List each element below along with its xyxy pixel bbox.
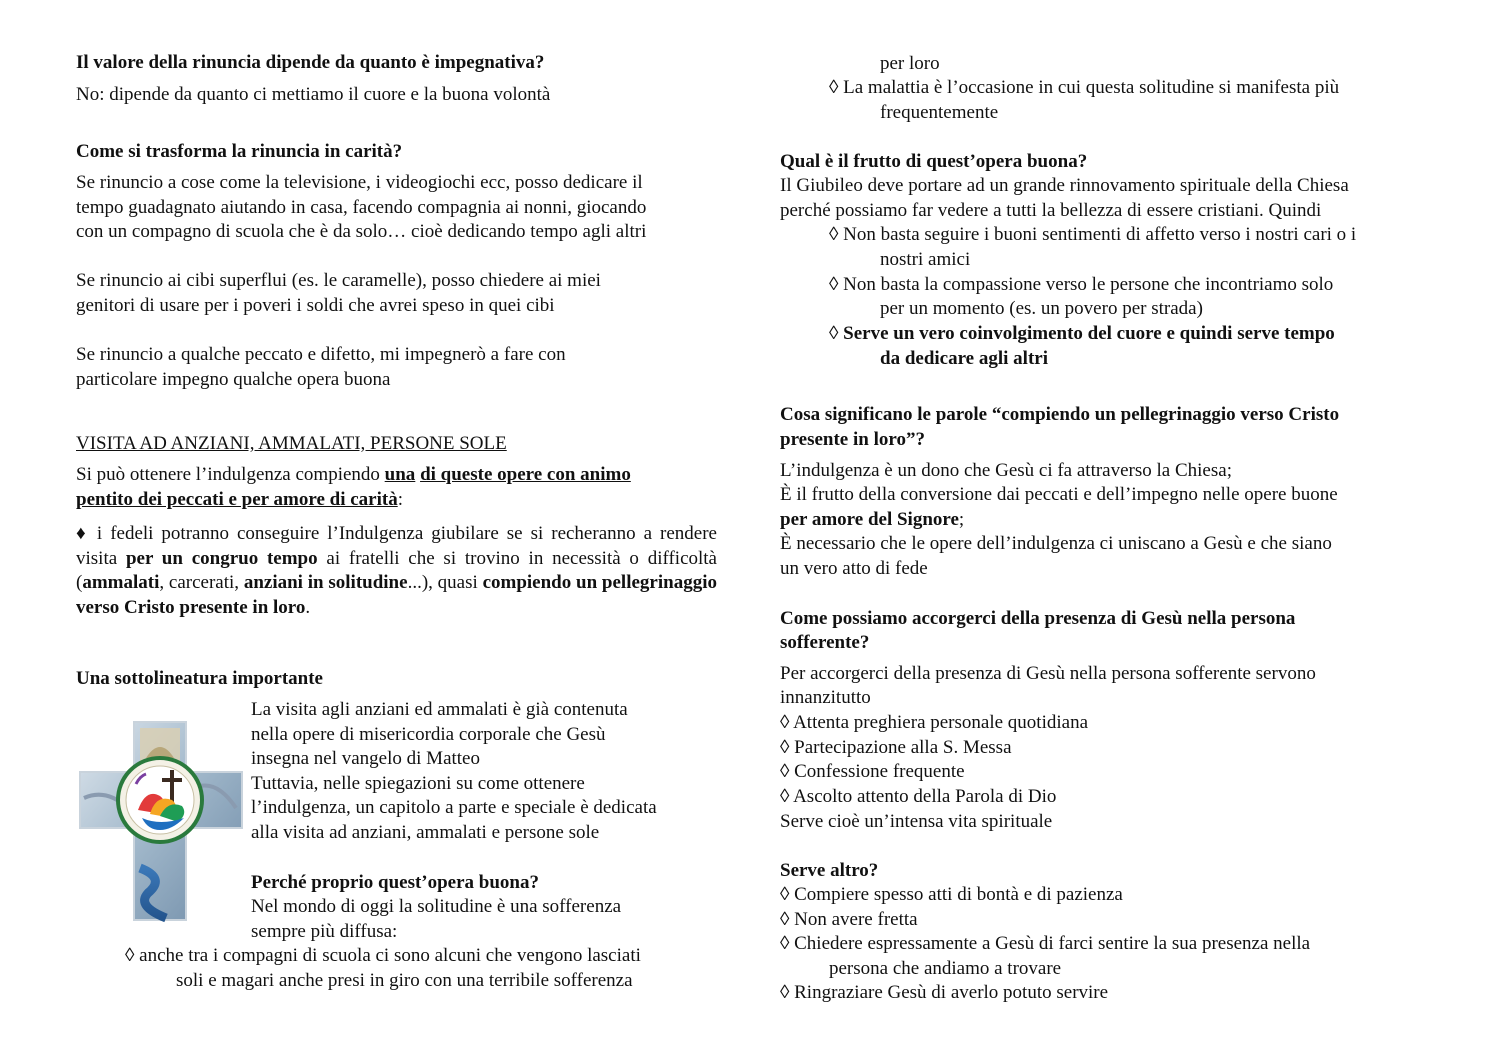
visit-line: l’indulgenza, un capitolo a parte e speciale è dedicata [251,797,657,818]
question-words: Cosa significano le parole “compiendo un pellegrinaggio verso Cristo [780,404,1340,425]
words-line: È necessario che le opere dell’indulgenza ci uniscano a Gesù e che siano [780,533,1332,554]
decree-text: , carcerati, [159,572,244,593]
bullet-cont: per loro [880,53,940,74]
bullet-cont: per un momento (es. un povero per strada) [880,298,1203,319]
question-renunciation-charity: Come si trasforma la rinuncia in carità? [76,141,403,162]
fruit-line: Il Giubileo deve portare ad un grande rinnovamento spirituale della Chiesa [780,175,1349,196]
intro-emphasis: pentito dei peccati e per amore di carità [76,488,398,510]
answer-renunciation-value: No: dipende da quanto ci mettiamo il cuore e la buona volontà [76,84,551,105]
bullet: ◊ La malattia è l’occasione in cui questa solitudine si manifesta più [829,77,1340,98]
why-line: sempre più diffusa: [251,921,398,942]
visit-line: insegna nel vangelo di Matteo [251,748,480,769]
words-line: È il frutto della conversione dai peccati e dell’impegno nelle opere buone [780,484,1338,505]
subsection-title: Una sottolineatura importante [76,668,323,689]
decree-emphasis: ammalati [82,572,160,593]
bullet-cont: nostri amici [880,249,971,270]
words-line [780,508,964,533]
question-renunciation-value: Il valore della rinuncia dipende da quanto è impegnativa? [76,52,545,73]
other-bullet: ◊ Ringraziare Gesù di averlo potuto servire [780,982,1109,1003]
presence-bullet: ◊ Partecipazione alla S. Messa [780,737,1012,758]
decree-text: . [305,596,311,618]
bullet: ◊ Non basta seguire i buoni sentimenti di affetto verso i nostri cari o i [829,224,1357,245]
other-bullet: ◊ Chiedere espressamente a Gesù di farci sentire la sua presenza nella [780,933,1311,954]
jubilee-cross-icon [76,718,246,924]
bullet: ◊ Non basta la compassione verso le persone che incontriamo solo [829,274,1334,295]
intro-text: Si può ottenere l’indulgenza compiendo [76,464,385,485]
decree-text: ...), quasi [407,572,483,593]
why-title: Perché proprio quest’opera buona? [251,872,539,893]
words-text: ; [958,509,965,530]
other-bullet: ◊ Compiere spesso atti di bontà e di pazienza [780,884,1123,905]
answer-line: genitori di usare per i poveri i soldi che avrei speso in quei cibi [76,295,555,316]
visit-line: La visita agli anziani ed ammalati è già contenuta [251,699,628,720]
answer-line: Se rinuncio a cose come la televisione, i videogiochi ecc, posso dedicare il [76,172,643,193]
words-line: L’indulgenza è un dono che Gesù ci fa attraverso la Chiesa; [780,460,1232,481]
question-fruit: Qual è il frutto di quest’opera buona? [780,151,1088,172]
answer-line: con un compagno di scuola che è da solo… cioè dedicando tempo agli altri [76,221,647,242]
answer-line: particolare impegno qualche opera buona [76,369,391,390]
decree-emphasis: anziani in solitudine [243,572,408,593]
jubilee-cross-logo [76,718,246,924]
presence-line: Per accorgerci della presenza di Gesù nella persona sofferente servono [780,663,1316,684]
why-bullet-cont: soli e magari anche presi in giro con una terribile sofferenza [176,970,633,991]
words-emphasis: per amore del Signore [780,509,959,530]
bullet: ◊ Serve un vero coinvolgimento del cuore e quindi serve tempo [829,323,1335,344]
presence-bullet: ◊ Attenta preghiera personale quotidiana [780,712,1088,733]
answer-line: Se rinuncio ai cibi superflui (es. le caramelle), posso chiedere ai miei [76,270,601,291]
section-title: VISITA AD ANZIANI, AMMALATI, PERSONE SOLE [76,433,507,454]
decree-text: ai fratelli che si trovino in necessità o difficoltà ( [76,547,717,593]
decree-emphasis: compiendo un pellegrinaggio verso Cristo presente in loro [76,572,717,618]
presence-line: Serve cioè un’intensa vita spirituale [780,811,1053,832]
other-bullet: ◊ Non avere fretta [780,909,918,930]
why-line: Nel mondo di oggi la solitudine è una sofferenza [251,896,622,917]
answer-line: tempo guadagnato aiutando in casa, facendo compagnia ai nonni, giocando [76,197,647,218]
presence-bullet: ◊ Ascolto attento della Parola di Dio [780,786,1057,807]
why-bullet: ◊ anche tra i compagni di scuola ci sono alcuni che vengono lasciati [125,945,641,966]
intro-emphasis: una [384,464,416,485]
answer-line: Se rinuncio a qualche peccato e difetto, mi impegnerò a fare con [76,344,566,365]
decree-text: ♦ i fedeli potranno conseguire l’Indulgenza giubilare se si recheranno a rendere visita [76,523,717,569]
other-bullet-cont: persona che andiamo a trovare [829,958,1062,979]
intro-text: : [397,488,403,510]
question-other: Serve altro? [780,860,879,881]
fruit-line: perché possiamo far vedere a tutti la bellezza di essere cristiani. Quindi [780,200,1322,221]
decree-paragraph [76,522,717,620]
visit-line: Tuttavia, nelle spiegazioni su come ottenere [251,773,585,794]
visit-line: alla visita ad anziani, ammalati e persone sole [251,822,600,843]
intro-emphasis: di queste opere con animo [420,464,631,485]
visit-line: nella opere di misericordia corporale che Gesù [251,724,606,745]
intro-paragraph [76,463,720,512]
presence-line: innanzitutto [780,687,871,708]
presence-bullet: ◊ Confessione frequente [780,761,965,782]
question-words: presente in loro”? [780,429,925,450]
decree-emphasis: per un congruo tempo [125,547,318,569]
question-presence: Come possiamo accorgerci della presenza di Gesù nella persona [780,608,1296,629]
words-line: un vero atto di fede [780,558,928,579]
question-presence: sofferente? [780,632,870,653]
bullet-cont: da dedicare agli altri [880,348,1048,369]
bullet-cont: frequentemente [880,102,999,123]
